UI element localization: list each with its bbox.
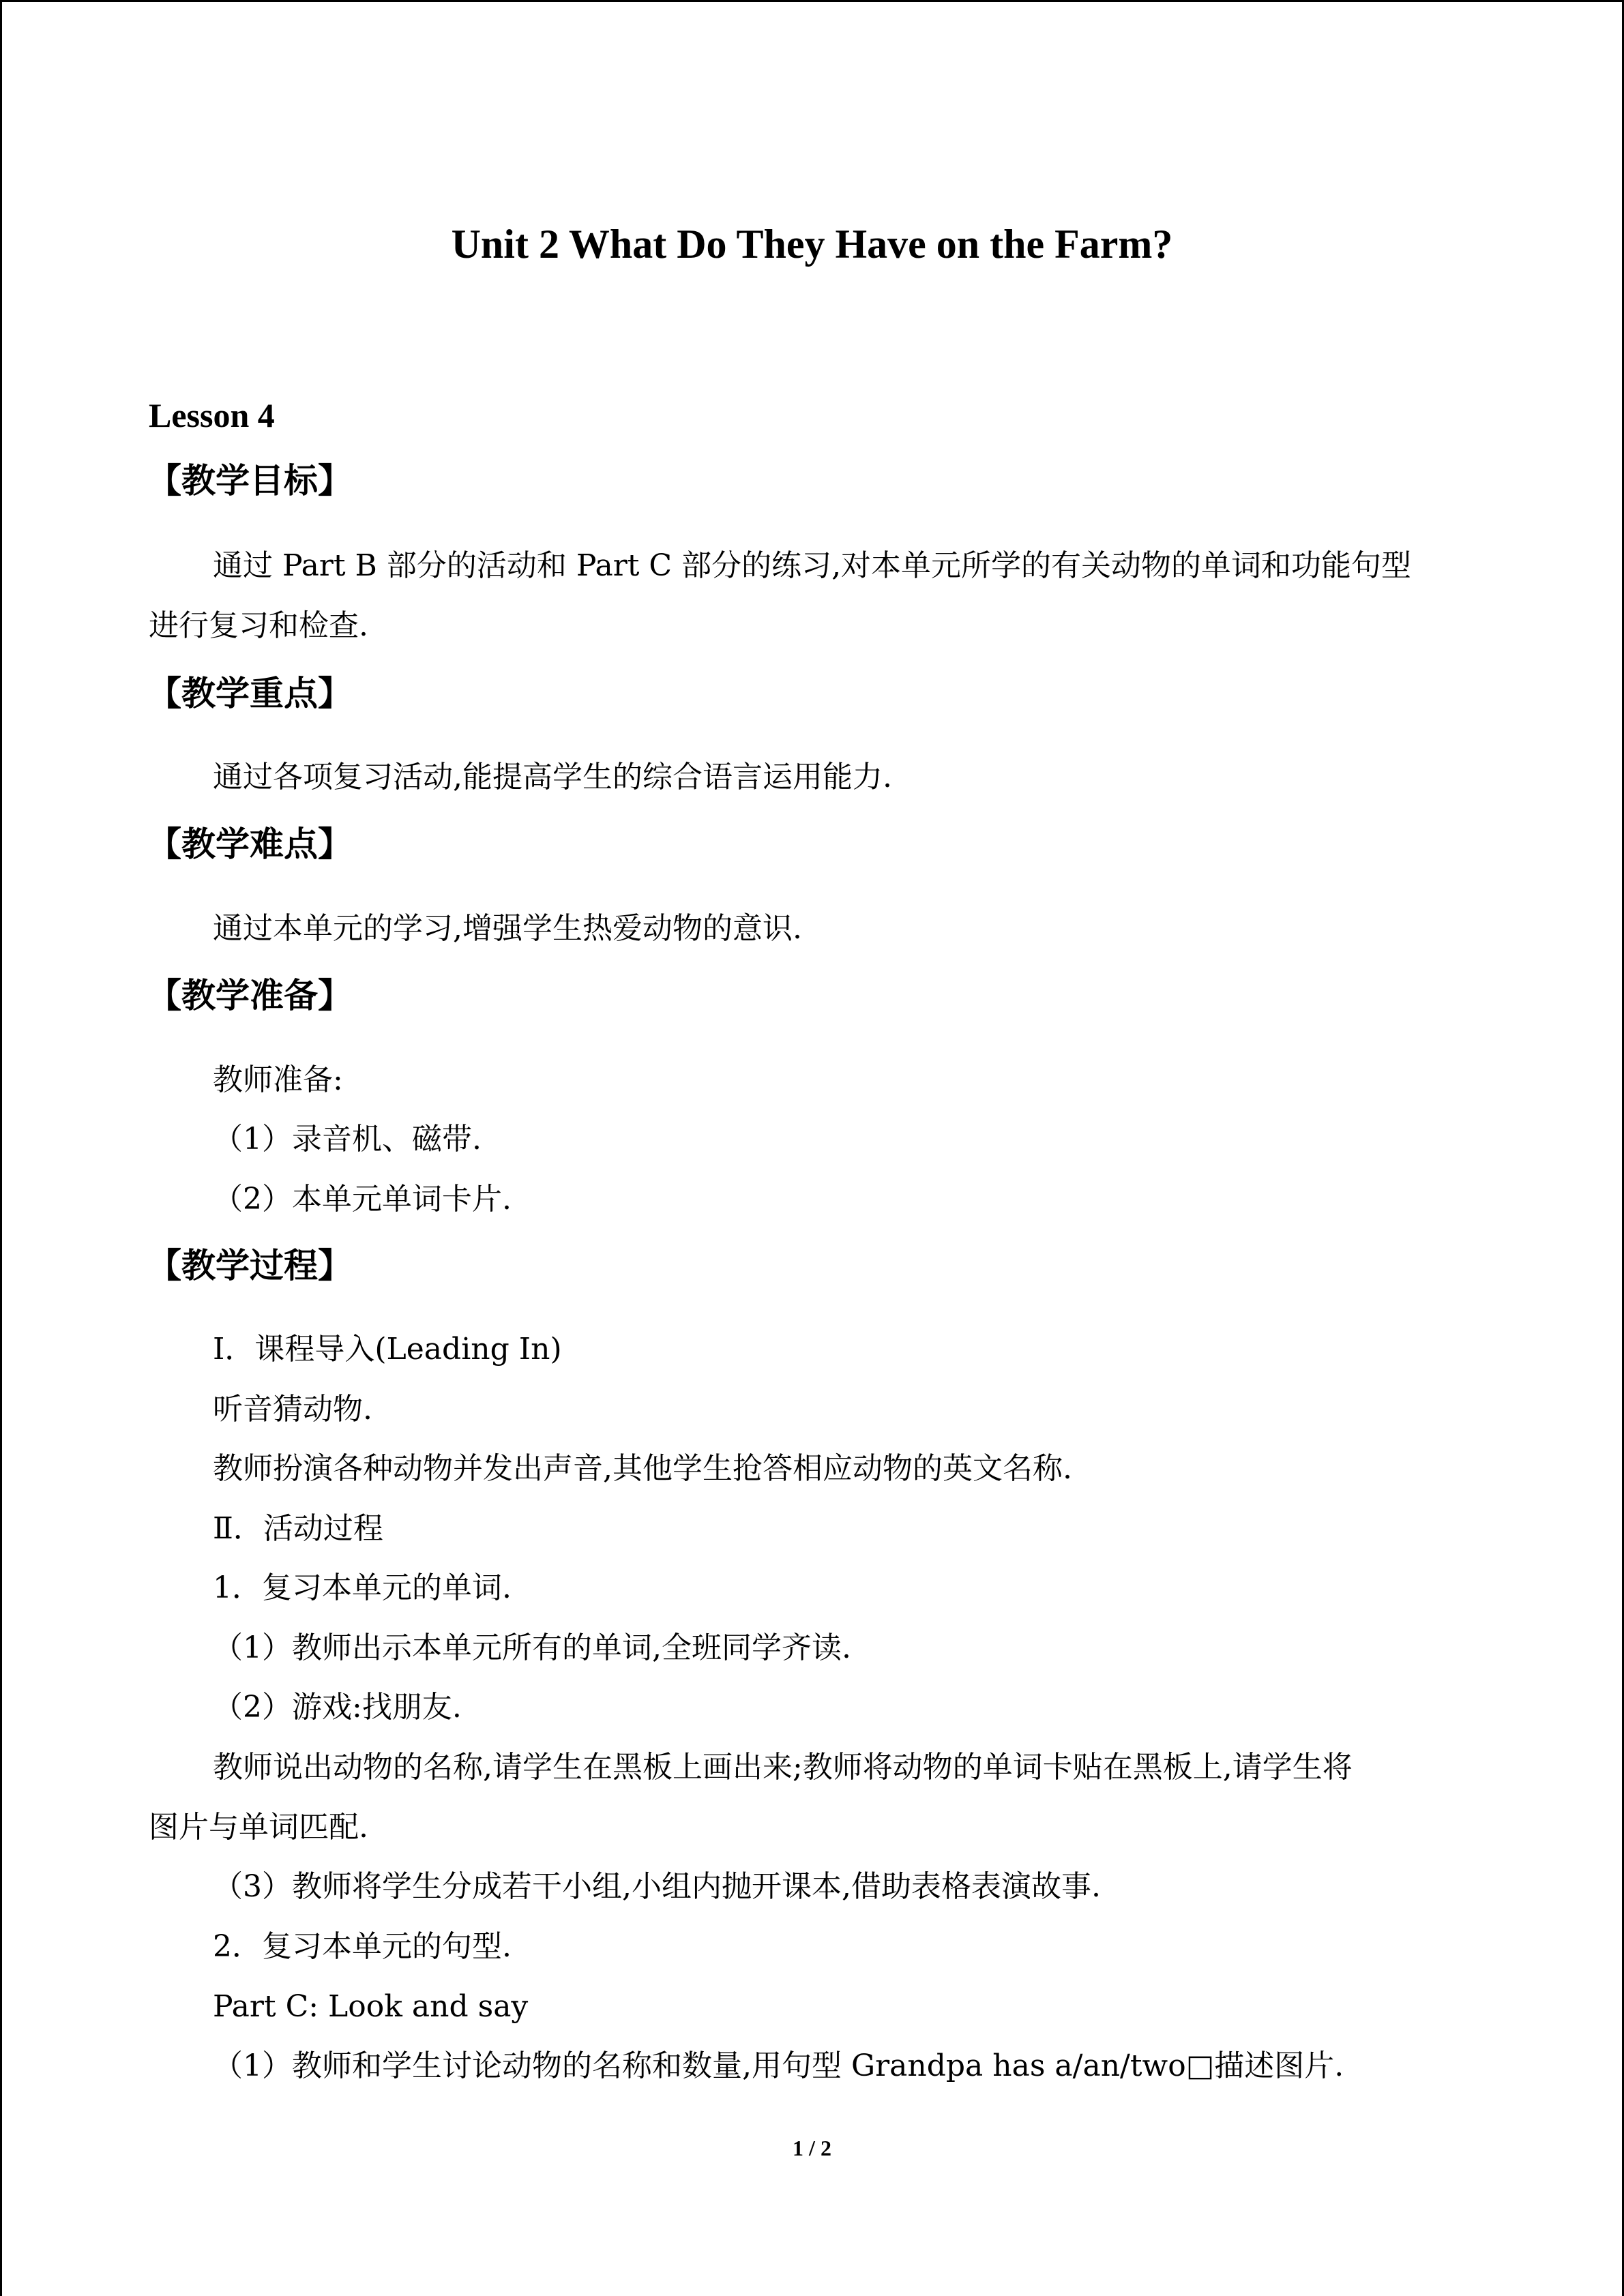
process-line-12: （1）教师和学生讨论动物的名称和数量,用句型 Grandpa has a/an/two□描述图片. bbox=[213, 2048, 1344, 2083]
section-heading-key-points: 【教学重点】 bbox=[147, 674, 352, 713]
process-line-8a: 教师说出动物的名称,请学生在黑板上画出来;教师将动物的单词卡贴在黑板上,请学生将 bbox=[213, 1750, 1353, 1785]
process-line-8b: 图片与单词匹配. bbox=[149, 1810, 368, 1845]
page-number: 1 / 2 bbox=[793, 2136, 831, 2160]
section-heading-preparation: 【教学准备】 bbox=[147, 976, 352, 1015]
objectives-text-line-2: 进行复习和检查. bbox=[149, 608, 368, 643]
objectives-text-line-1: 通过 Part B 部分的活动和 Part C 部分的练习,对本单元所学的有关动物的单词和功能句型 bbox=[213, 548, 1412, 583]
process-line-7: （2）游戏:找朋友. bbox=[213, 1690, 462, 1725]
process-line-4: Ⅱ．活动过程 bbox=[213, 1511, 383, 1546]
process-line-5: 1．复习本单元的单词. bbox=[213, 1570, 512, 1605]
difficulties-text: 通过本单元的学习,增强学生热爱动物的意识. bbox=[213, 911, 802, 946]
process-line-1: Ⅰ．课程导入(Leading In) bbox=[213, 1332, 562, 1367]
key-points-text: 通过各项复习活动,能提高学生的综合语言运用能力. bbox=[213, 760, 892, 794]
document-title: Unit 2 What Do They Have on the Farm? bbox=[451, 222, 1173, 267]
process-line-2: 听音猜动物. bbox=[213, 1392, 372, 1427]
section-heading-objectives: 【教学目标】 bbox=[147, 461, 352, 501]
lesson-label: Lesson 4 bbox=[149, 396, 275, 434]
process-line-9: （3）教师将学生分成若干小组,小组内抛开课本,借助表格表演故事. bbox=[213, 1869, 1101, 1904]
process-line-6: （1）教师出示本单元所有的单词,全班同学齐读. bbox=[213, 1630, 851, 1665]
preparation-intro: 教师准备: bbox=[213, 1062, 343, 1097]
process-line-11: Part C: Look and say bbox=[213, 1989, 529, 2024]
preparation-item-2: （2）本单元单词卡片. bbox=[213, 1182, 512, 1217]
preparation-item-1: （1）录音机、磁带. bbox=[213, 1122, 482, 1157]
process-line-3: 教师扮演各种动物并发出声音,其他学生抢答相应动物的英文名称. bbox=[213, 1451, 1072, 1486]
section-heading-process: 【教学过程】 bbox=[147, 1246, 352, 1285]
process-line-10: 2．复习本单元的句型. bbox=[213, 1929, 512, 1964]
section-heading-difficulties: 【教学难点】 bbox=[147, 824, 352, 864]
